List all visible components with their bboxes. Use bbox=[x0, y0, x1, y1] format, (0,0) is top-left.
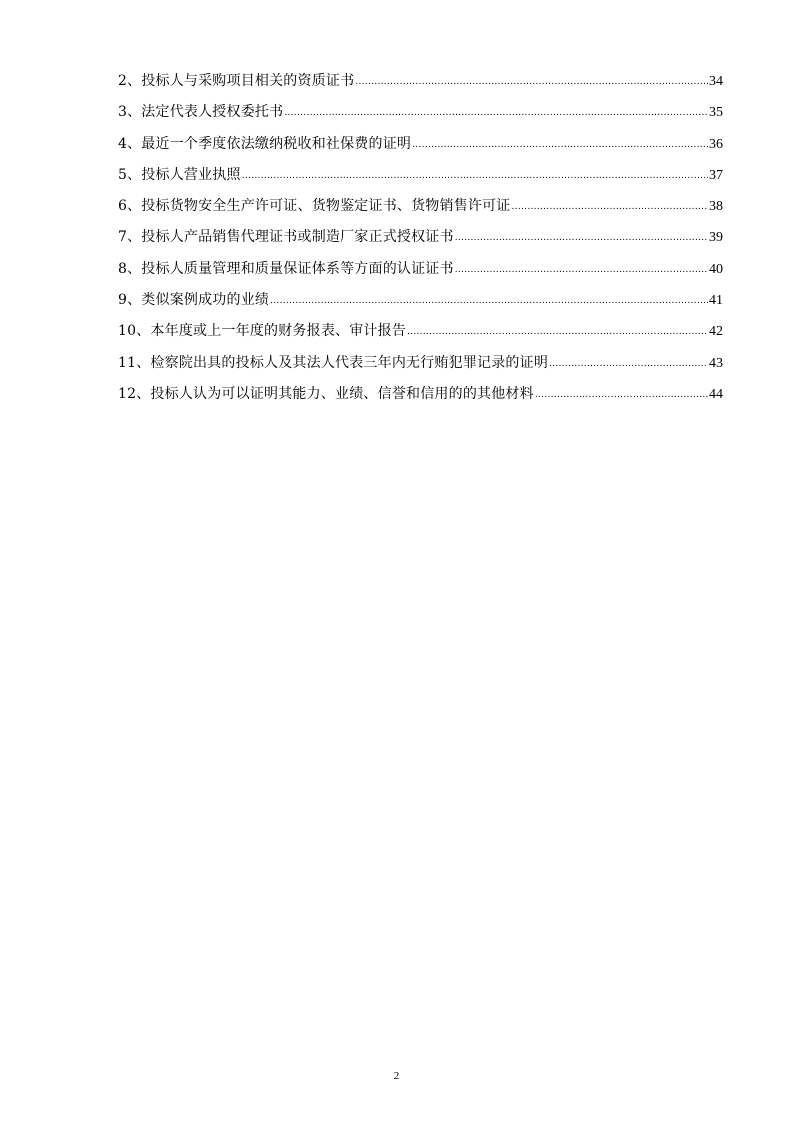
toc-entry-title: 9、类似案例成功的业绩 bbox=[118, 292, 270, 309]
toc-entry[interactable] bbox=[118, 316, 723, 347]
toc-entry-page: 44 bbox=[709, 386, 723, 402]
toc-entry-page: 37 bbox=[709, 167, 723, 183]
toc-entry[interactable] bbox=[118, 160, 723, 191]
toc-entry-page: 39 bbox=[709, 230, 723, 246]
toc-entry[interactable] bbox=[118, 254, 723, 285]
table-of-contents bbox=[118, 66, 723, 410]
toc-entry-title: 10、本年度或上一年度的财务报表、审计报告 bbox=[118, 323, 407, 340]
toc-entry-page: 42 bbox=[709, 324, 723, 340]
toc-entry-title: 4、最近一个季度依法缴纳税收和社保费的证明 bbox=[118, 135, 412, 152]
page-number: 2 bbox=[393, 1070, 400, 1082]
toc-dot-leader bbox=[284, 98, 708, 129]
toc-entry[interactable] bbox=[118, 66, 723, 97]
toc-dot-leader bbox=[535, 380, 708, 411]
toc-entry-title: 5、投标人营业执照 bbox=[118, 166, 241, 183]
toc-entry[interactable] bbox=[118, 191, 723, 222]
toc-dot-leader bbox=[270, 286, 708, 317]
toc-entry[interactable] bbox=[118, 379, 723, 410]
toc-entry-title: 3、法定代表人授权委托书 bbox=[118, 104, 284, 121]
toc-entry-page: 34 bbox=[709, 74, 723, 89]
toc-entry-page: 38 bbox=[709, 199, 723, 215]
toc-dot-leader bbox=[455, 223, 708, 254]
toc-entry-title: 8、投标人质量管理和质量保证体系等方面的认证证书 bbox=[118, 260, 454, 277]
toc-entry-page: 35 bbox=[709, 105, 723, 121]
toc-entry[interactable] bbox=[118, 97, 723, 128]
toc-entry-title: 2、投标人与采购项目相关的资质证书 bbox=[118, 73, 355, 89]
toc-dot-leader bbox=[412, 130, 708, 161]
toc-entry-title: 11、检察院出具的投标人及其法人代表三年内无行贿犯罪记录的证明 bbox=[118, 354, 549, 371]
toc-entry-page: 41 bbox=[709, 293, 723, 309]
toc-dot-leader bbox=[549, 349, 708, 380]
toc-entry-title: 7、投标人产品销售代理证书或制造厂家正式授权证书 bbox=[118, 229, 454, 246]
toc-entry-title: 12、投标人认为可以证明其能力、业绩、信誉和信用的的其他材料 bbox=[118, 385, 534, 402]
toc-dot-leader bbox=[512, 192, 708, 223]
toc-entry-title: 6、投标货物安全生产许可证、货物鉴定证书、货物销售许可证 bbox=[118, 198, 511, 215]
toc-dot-leader bbox=[455, 255, 708, 286]
toc-entry-page: 43 bbox=[709, 355, 723, 371]
toc-entry[interactable] bbox=[118, 129, 723, 160]
toc-dot-leader bbox=[242, 161, 708, 192]
toc-entry[interactable] bbox=[118, 285, 723, 316]
toc-dot-leader bbox=[407, 317, 708, 348]
toc-entry-page: 36 bbox=[709, 136, 723, 152]
toc-entry[interactable] bbox=[118, 222, 723, 253]
toc-dot-leader bbox=[355, 67, 708, 98]
toc-entry-page: 40 bbox=[709, 261, 723, 277]
toc-entry[interactable] bbox=[118, 348, 723, 379]
